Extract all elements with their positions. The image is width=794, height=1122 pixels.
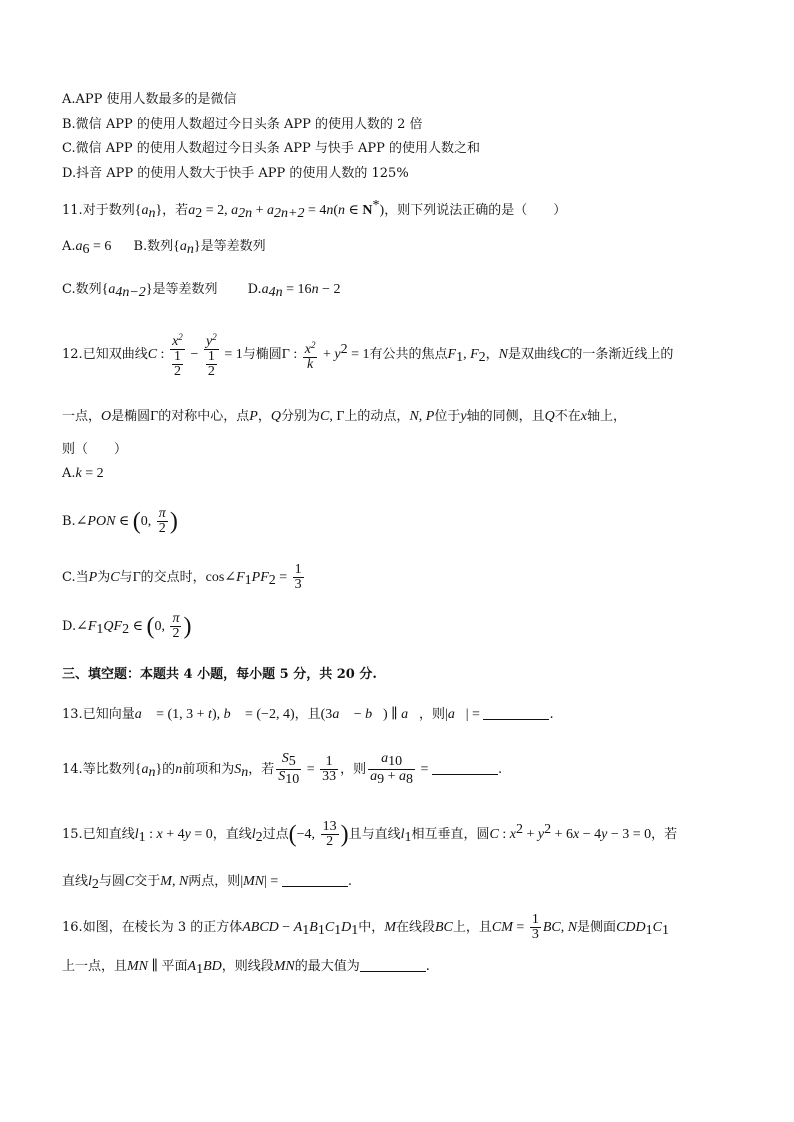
q12-stem-line3: 则（ ） — [62, 442, 128, 457]
q12-option-a: A.k = 2 — [62, 466, 104, 481]
q15-answer-blank[interactable] — [282, 874, 348, 887]
q14-stem: 14.等比数列$\{a_n\}$的n前项和为$S_n$，若 $\frac{S_5}{S_{10}}$ = $\frac{1}{33}$ ，则 $\frac{a_{10}}{a_9 + a_8}$ = . — [62, 751, 503, 787]
q16-stem-line2: 上一点，且MN ∥ 平面$A_1BD$，则线段MN的最大值为 . — [62, 959, 430, 977]
prev-option-b: B.微信 APP 的使用人数超过今日头条 APP 的使用人数的 2 倍 — [62, 117, 423, 132]
q11-options-cd: C.数列$\{a_{4n-2}\}$是等差数列 $D.a_{4n} = 16n - 2$ — [62, 282, 341, 300]
q16-stem-line1: 16.如图，在棱长为 3 的正方体ABCD − $A_1B_1C_1D_1$中，M在线段BC上，且CM = $\frac{1}{3}$ BC, N是侧面$CDD_1C_1$ — [62, 912, 669, 942]
q11-options-ab: $A.a_6 = 6$ B.数列$\{a_n\}$是等差数列 — [62, 239, 266, 257]
q14-answer-blank[interactable] — [432, 762, 498, 775]
section-title: 三、填空题：本题共 4 小题，每小题 5 分，共 20 分. — [62, 667, 377, 682]
q15-stem-line1: 15.已知直线$l_1$ : x + 4y = 0，直线$l_2$过点(−4, $\frac{13}{2}$ )且与直线$l_1$相互垂直，圆C : $x^2 + y^2 + 6x - 4y - 3 = 0$，若 — [62, 819, 678, 849]
q13-answer-blank[interactable] — [483, 707, 549, 720]
prev-option-d: D.抖音 APP 的使用人数大于快手 APP 的使用人数的 125% — [62, 166, 409, 181]
q12-stem-line1: 12.已知双曲线C : $x^2$ 1 2 − $y^2$ 1 2 = 1与椭圆Γ : $\frac{x^2}{k}$ + $y^2 = 1$有公共的焦点$F_1$, $F_2$，N是双曲线C的一条渐近线上的 — [62, 332, 674, 379]
q13-stem: 13.已知向量a⃗ = (1, 3 + t), b⃗ = (−2, 4)，且(3a⃗ − b⃗) ∥ a⃗，则|a⃗| = . — [62, 707, 554, 722]
q11-stem: 11.对于数列$\{a_n\}$，若$a_2 = 2$, $a_{2n} + a_{2n+2} = 4n(n$ ∈ N*)，则下列说法正确的是（ ） — [62, 198, 567, 221]
prev-option-a: A.APP 使用人数最多的是微信 — [62, 92, 237, 107]
q12-option-c: C.当P为C与Γ的交点时，$\cos\angle F_1PF_2$ = $\frac{1}{3}$ — [62, 562, 302, 592]
q12-option-b: B.∠PON ∈ (0, $\frac{\pi}{2}$ ) — [62, 506, 178, 536]
q15-stem-line2: 直线$l_2$与圆C交于M, N两点，则|MN| = . — [62, 874, 352, 892]
q12-option-d: $D.\angle F_1QF_2$ ∈ (0, $\frac{\pi}{2}$ ) — [62, 611, 192, 641]
q16-answer-blank[interactable] — [360, 959, 426, 972]
prev-option-c: C.微信 APP 的使用人数超过今日头条 APP 与快手 APP 的使用人数之和 — [62, 141, 481, 156]
q12-stem-line2: 一点，O是椭圆Γ的对称中心，点P，Q分别为C, Γ上的动点，N, P位于y轴的同侧，且Q不在x轴上， — [62, 409, 626, 424]
